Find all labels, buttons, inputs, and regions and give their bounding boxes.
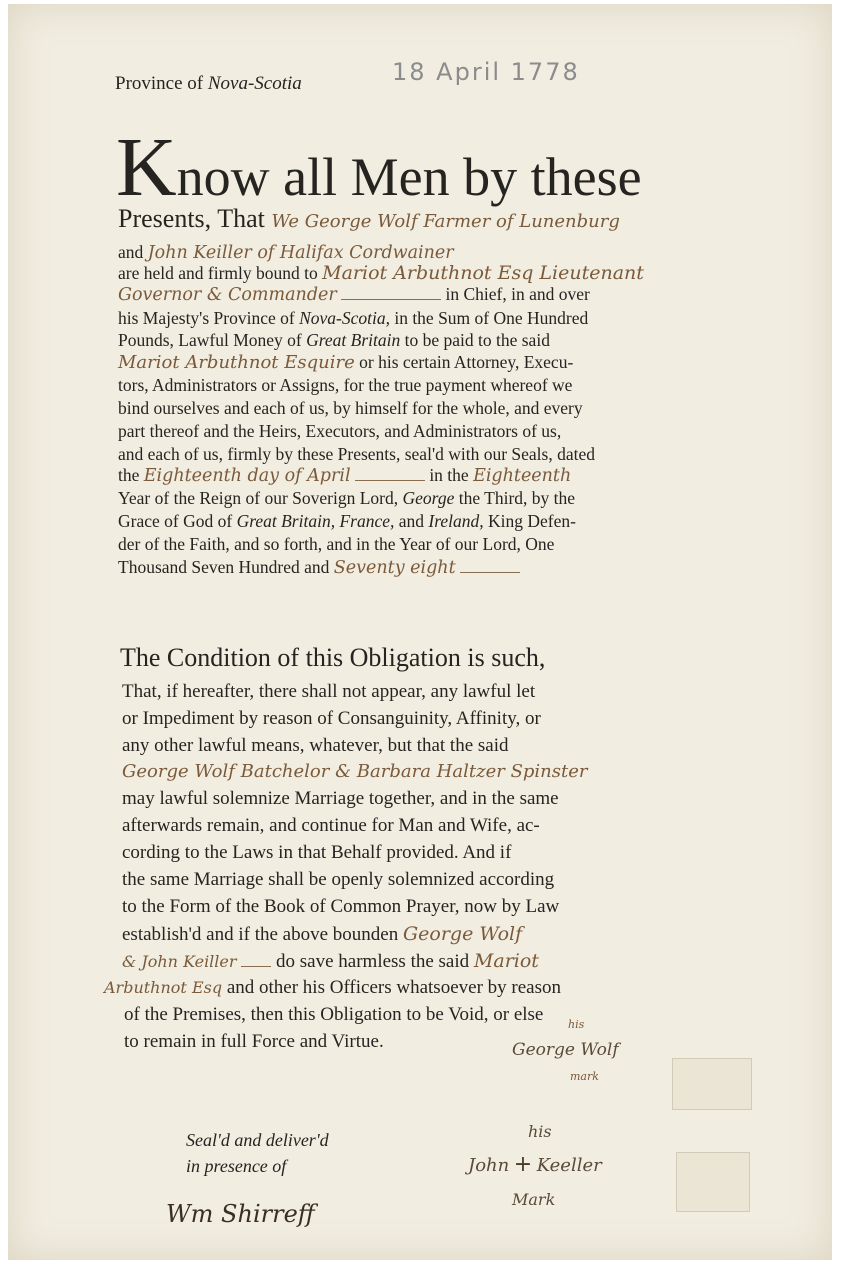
bond-l13-c: the Third, by the [458, 488, 576, 508]
keiller-his: his [528, 1122, 552, 1141]
keiller-first: John [468, 1155, 510, 1176]
bond-l14-b: Great Britain, [236, 511, 336, 531]
bond-line-16 [118, 557, 520, 578]
bond-l5-a: his Majesty's Province of [118, 308, 295, 328]
keiller-mark-label: Mark [512, 1190, 556, 1209]
condition-c12-print: and other his Officers whatsoever by reason [226, 977, 561, 998]
bond-line-3 [118, 262, 644, 284]
bond-l3-print: are held and firmly bound to [118, 263, 318, 283]
bond-line-14 [118, 511, 576, 532]
bond-l13-b: George [402, 488, 455, 508]
wolf-mark-label: mark [570, 1070, 599, 1083]
bond-line-4 [118, 284, 590, 305]
sealed-label: Seal'd and deliver'd [186, 1130, 329, 1150]
bond-line-11: and each of us, firmly by these Presents, seal'd with our Seals, dated [118, 444, 595, 464]
fill-rule [460, 572, 520, 573]
province-name: Nova-Scotia [207, 73, 302, 94]
wolf-signature: George Wolf [512, 1040, 619, 1060]
bond-l14-f: King Defen- [488, 511, 576, 531]
bond-l12-hand2: Eighteenth [473, 466, 572, 486]
bond-l16-print: Thousand Seven Hundred and [118, 557, 330, 577]
bond-l5-b: Nova-Scotia, [299, 308, 390, 328]
bond-l1-print: Presents, That [118, 204, 265, 233]
bond-l1-hand: We George Wolf Farmer of Lunenburg [271, 211, 620, 232]
bond-line-5 [118, 308, 588, 329]
condition-line-5: may lawful solemnize Marriage together, and in the same [122, 788, 559, 809]
bond-line-9: bind ourselves and each of us, by himself for the whole, and every [118, 398, 583, 418]
bond-line-10: part thereof and the Heirs, Executors, and Administrators of us, [118, 421, 562, 441]
wolf-his: his [568, 1018, 585, 1031]
seal-patch-upper [672, 1058, 752, 1110]
title-initial: K [116, 121, 177, 214]
bond-l6-a: Pounds, Lawful Money of [118, 330, 302, 350]
province-prefix: Province of [115, 73, 204, 94]
condition-line-14: to remain in full Force and Virtue. [124, 1031, 384, 1052]
condition-line-8: the same Marriage shall be openly solemnized according [122, 869, 555, 890]
condition-c11-print: do save harmless the said [276, 951, 470, 972]
condition-line-3: any other lawful means, whatever, but that the said [122, 735, 509, 756]
fill-rule [241, 966, 271, 967]
condition-line-13: of the Premises, then this Obligation to be Void, or else [124, 1004, 544, 1025]
seal-patch-lower [676, 1152, 750, 1212]
bond-l14-c: France, [339, 511, 395, 531]
bond-l3-hand: Mariot Arbuthnot Esq Lieutenant [322, 262, 644, 284]
condition-c12-hand: Arbuthnot Esq [104, 978, 223, 997]
keiller-last: Keeller [536, 1155, 602, 1176]
bond-l14-a: Grace of God of [118, 511, 233, 531]
bond-line-12 [118, 465, 571, 486]
condition-line-12 [104, 977, 561, 999]
witness-signature: Wm Shirreff [166, 1200, 315, 1228]
bond-l16-hand: Seventy eight [333, 558, 456, 578]
bond-line-15: der of the Faith, and so forth, and in the Year of our Lord, One [118, 534, 555, 554]
condition-line-7: cording to the Laws in that Behalf provided. And if [122, 842, 512, 863]
bond-line-6 [118, 330, 550, 351]
condition-c10-hand: George Wolf [402, 923, 523, 945]
condition-line-10 [122, 923, 522, 946]
bond-l12-b: in the [429, 465, 469, 485]
condition-line-11 [122, 950, 539, 973]
condition-line-2: or Impediment by reason of Consanguinity, Affinity, or [122, 708, 541, 729]
condition-line-4: George Wolf Batchelor & Barbara Haltzer Spinster [122, 761, 588, 782]
bond-l7-hand: Mariot Arbuthnot Esquire [118, 352, 355, 373]
fill-rule [355, 480, 425, 481]
bond-line-8: tors, Administrators or Assigns, for the true payment whereof we [118, 375, 573, 395]
bond-l12-hand1: Eighteenth day of April [143, 466, 351, 486]
bond-l5-c: in the Sum of One Hundred [394, 308, 589, 328]
bond-l7-print: or his certain Attorney, Execu- [359, 352, 574, 372]
condition-line-9: to the Form of the Book of Common Prayer, now by Law [122, 896, 560, 917]
bond-title [116, 121, 642, 214]
bond-l4-hand: Governor & Commander [118, 285, 337, 305]
condition-c11-hand2: Mariot [473, 950, 539, 972]
bond-l13-a: Year of the Reign of our Soverign Lord, [118, 488, 399, 508]
bond-line-2 [118, 242, 454, 263]
condition-c10-print: establish'd and if the above bounden [122, 924, 399, 945]
presence-label: in presence of [186, 1156, 287, 1176]
bond-l4-print: in Chief, in and over [445, 284, 590, 304]
bond-l6-b: Great Britain [306, 330, 401, 350]
bond-line-7 [118, 352, 573, 373]
title-rest: now all Men by these [176, 147, 642, 207]
bond-l6-c: to be paid to the said [404, 330, 550, 350]
condition-line-6: afterwards remain, and continue for Man and Wife, ac- [122, 815, 540, 836]
bond-line-13 [118, 488, 575, 509]
pencil-date: 18 April 1778 [392, 58, 580, 86]
province-heading [115, 73, 302, 95]
fill-rule [341, 299, 441, 300]
condition-line-1: That, if hereafter, there shall not appear, any lawful let [122, 681, 536, 702]
keiller-cross-mark: + [513, 1152, 533, 1177]
condition-title: The Condition of this Obligation is such, [120, 643, 546, 672]
bond-line-1 [118, 204, 620, 234]
bond-l12-a: the [118, 465, 140, 485]
bond-l2-hand: John Keiller of Halifax Cordwainer [147, 243, 454, 263]
keiller-signature [468, 1152, 602, 1177]
bond-l14-e: Ireland, [428, 511, 484, 531]
condition-c11-hand: & John Keiller [122, 952, 237, 971]
bond-l14-d: and [398, 511, 425, 531]
bond-l2-print: and [118, 242, 144, 262]
